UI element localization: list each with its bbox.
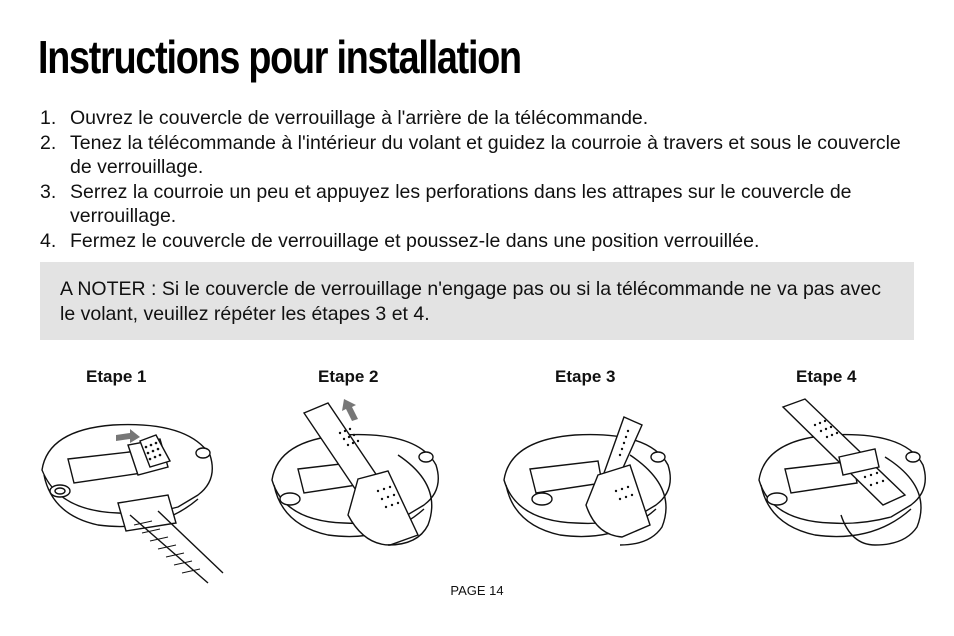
note-box	[40, 262, 914, 340]
step-label-2: Etape 2	[318, 367, 379, 386]
step-text: Tenez la télécommande à l'intérieur du volant et guidez la courroie à travers et sous le couvercle de verrouillage.	[70, 131, 901, 178]
step-number: 1.	[40, 107, 57, 129]
step-text: Fermez le couvercle de verrouillage et poussez-le dans une position verrouillée.	[70, 229, 760, 252]
instruction-step-2	[40, 131, 910, 180]
step-label-4: Etape 4	[796, 367, 857, 386]
step-label-3: Etape 3	[555, 367, 616, 386]
step-2-illustration	[268, 395, 448, 555]
step-3-illustration	[500, 395, 680, 555]
page-number: PAGE 14	[450, 583, 504, 598]
instruction-step-3	[40, 180, 910, 229]
step-text: Serrez la courroie un peu et appuyez les perforations dans les attrapes sur le couvercle de verrouillage.	[70, 180, 852, 227]
note-text: A NOTER : Si le couvercle de verrouillage n'engage pas ou si la télécommande ne va pas avec le volant, veuillez répéter les étapes 3 et 4.	[60, 278, 882, 325]
step-number: 3.	[40, 180, 57, 203]
instruction-step-4	[40, 229, 910, 254]
instruction-step-1	[40, 106, 910, 131]
step-label-1: Etape 1	[86, 367, 147, 386]
step-4-illustration	[755, 395, 935, 555]
step-number: 2.	[40, 131, 57, 154]
page-title: Instructions pour installation	[38, 31, 521, 83]
step-number: 4.	[40, 229, 57, 252]
step-text: Ouvrez le couvercle de verrouillage à l'arrière de la télécommande.	[70, 107, 649, 129]
step-1-illustration	[38, 395, 228, 585]
instruction-list	[40, 106, 910, 253]
